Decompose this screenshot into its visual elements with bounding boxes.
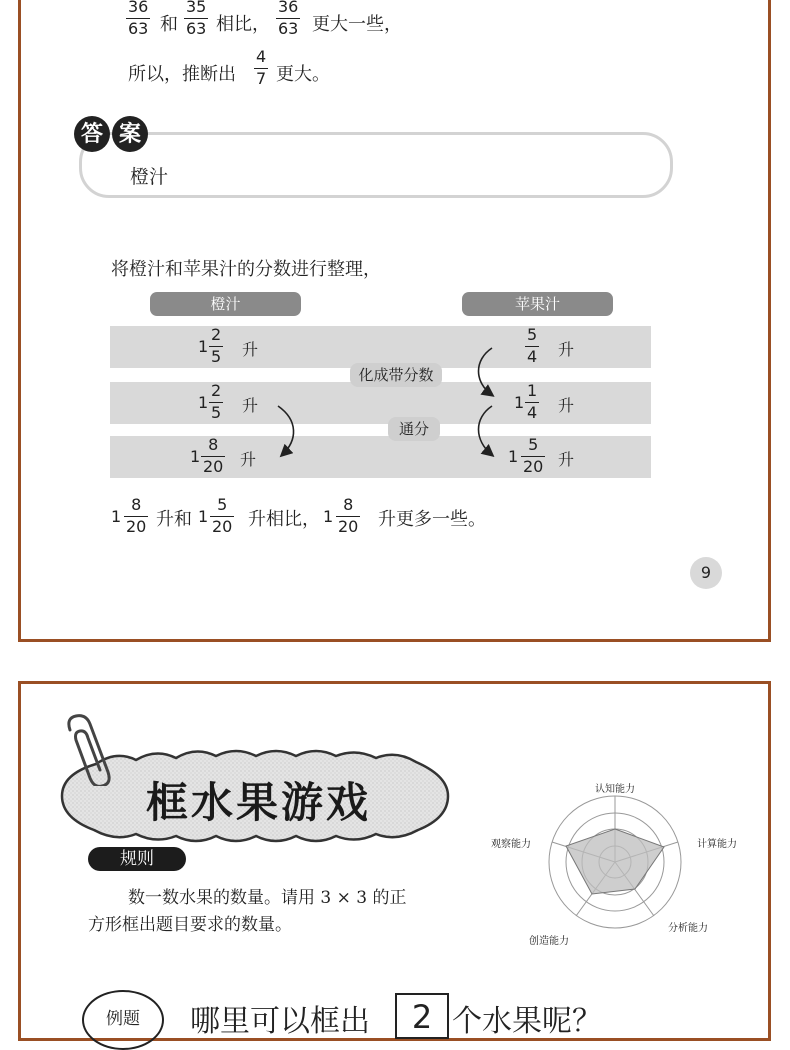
rules-text-line2: 方形框出题目要求的数量。 — [88, 915, 292, 935]
conclusion-a-fraction: 8 20 — [126, 495, 147, 536]
left-row1-unit: 升 — [242, 340, 259, 359]
rules-label: 规则 — [88, 847, 186, 871]
rules-text-line1: 数一数水果的数量。请用 3 × 3 的正 — [128, 888, 407, 908]
answer-text: 橙汁 — [130, 166, 169, 188]
convert-mixed-tag: 化成带分数 — [350, 363, 442, 387]
left-row3-fraction: 8 20 — [203, 435, 224, 476]
line2-prefix: 所以，推断出 — [128, 64, 236, 85]
left-row2-whole: 1 — [198, 393, 209, 412]
radar-label-right: 计算能力 — [697, 839, 737, 850]
radar-label-bottom-right: 分析能力 — [668, 923, 708, 934]
question-prefix: 哪里可以框出 — [190, 1004, 370, 1039]
answer-badge-char-1: 答 — [74, 116, 110, 152]
right-row2-fraction: 1 4 — [527, 381, 538, 422]
conclusion-word-2: 升相比， — [248, 509, 320, 530]
numerator: 36 — [128, 0, 149, 16]
left-row1-whole: 1 — [198, 337, 209, 356]
organize-intro: 将橙汁和苹果汁的分数进行整理， — [111, 259, 381, 280]
question-number-box — [395, 993, 449, 1039]
radar-label-bottom-left: 创造能力 — [529, 936, 569, 947]
example-badge — [82, 990, 164, 1050]
left-row3-whole: 1 — [190, 447, 201, 466]
right-row3-fraction: 5 20 — [523, 435, 544, 476]
conclusion-word-3: 升更多一些。 — [378, 509, 486, 530]
orange-juice-header: 橙汁 — [150, 292, 301, 316]
conclusion-c-fraction: 8 20 — [338, 495, 359, 536]
conclusion-c-whole: 1 — [323, 507, 334, 526]
right-row1-fraction: 5 4 — [527, 325, 538, 366]
question-suffix: 个水果呢？ — [452, 1004, 602, 1039]
line2-tail: 更大。 — [276, 64, 330, 85]
line1-tail: 更大一些， — [312, 14, 402, 35]
fraction-35-63: 35 63 — [186, 0, 207, 38]
right-mixed-arrow — [479, 348, 493, 395]
paperclip-icon — [58, 714, 118, 786]
left-row2-fraction: 2 5 — [211, 381, 222, 422]
left-row3-unit: 升 — [240, 450, 257, 469]
example-label: 例题 — [106, 1009, 140, 1029]
word-compare: 相比， — [216, 14, 270, 35]
common-denominator-tag: 通分 — [388, 417, 440, 441]
conclusion-a-whole: 1 — [111, 507, 122, 526]
left-common-arrow — [278, 406, 294, 455]
left-row2-unit: 升 — [242, 396, 259, 415]
ability-radar-chart — [530, 790, 710, 940]
fraction-4-7: 4 7 — [256, 47, 267, 88]
conclusion-b-whole: 1 — [198, 507, 209, 526]
right-row3-unit: 升 — [558, 450, 575, 469]
game-title: 框水果游戏 — [146, 778, 372, 827]
conclusion-word-1: 升和 — [156, 509, 192, 530]
fraction-36-63-b: 36 63 — [278, 0, 299, 38]
radar-label-top: 认知能力 — [595, 784, 635, 795]
right-common-arrow — [479, 406, 493, 455]
radar-label-left: 观察能力 — [491, 839, 531, 850]
answer-badge-char-2: 案 — [112, 116, 148, 152]
right-row2-unit: 升 — [558, 396, 575, 415]
denominator: 63 — [128, 19, 149, 38]
right-row1-unit: 升 — [558, 340, 575, 359]
right-row3-whole: 1 — [508, 447, 519, 466]
right-row2-whole: 1 — [514, 393, 525, 412]
word-and: 和 — [160, 14, 178, 35]
left-row1-fraction: 2 5 — [211, 325, 222, 366]
page-number: 9 — [690, 557, 722, 589]
conclusion-b-fraction: 5 20 — [212, 495, 233, 536]
apple-juice-header: 苹果汁 — [462, 292, 613, 316]
radar-score-area — [566, 829, 664, 894]
question-number: 2 — [411, 998, 433, 1036]
